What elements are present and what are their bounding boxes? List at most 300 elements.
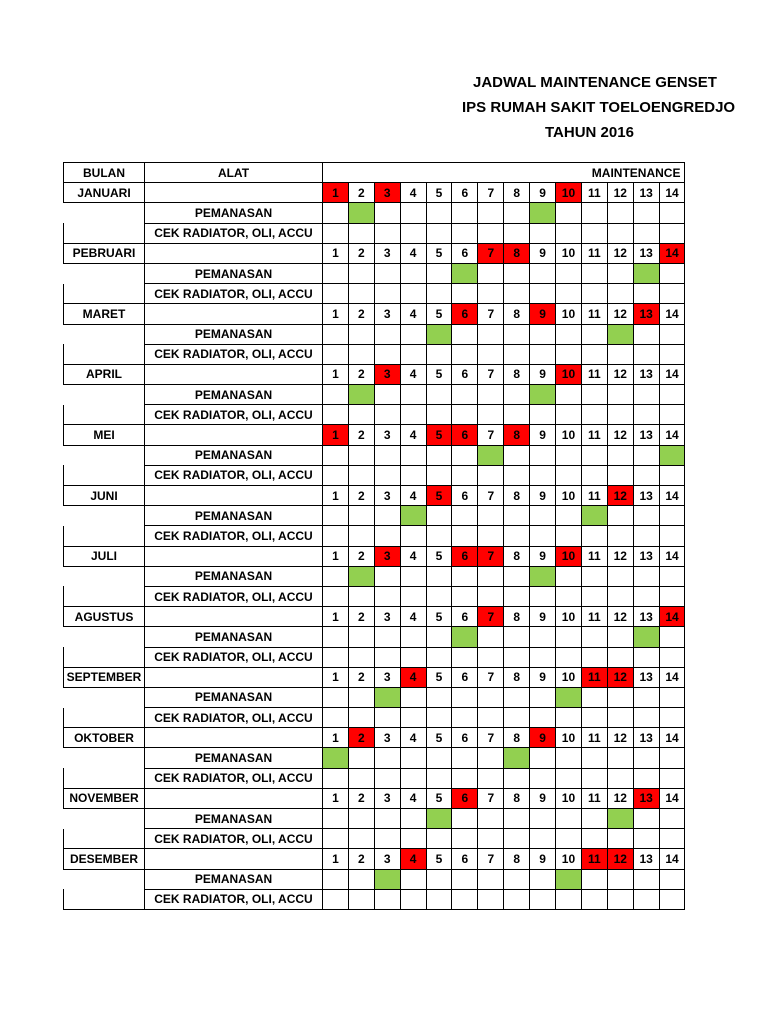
day-cell[interactable]: 12 bbox=[607, 788, 633, 808]
schedule-cell[interactable] bbox=[400, 647, 426, 667]
schedule-cell[interactable] bbox=[374, 809, 400, 829]
day-cell[interactable]: 10 bbox=[556, 546, 582, 566]
schedule-cell[interactable] bbox=[504, 465, 530, 485]
schedule-cell[interactable] bbox=[504, 768, 530, 788]
day-cell[interactable]: 7 bbox=[478, 304, 504, 324]
schedule-cell[interactable] bbox=[633, 526, 659, 546]
day-cell[interactable]: 4 bbox=[400, 425, 426, 445]
day-cell[interactable]: 14 bbox=[659, 364, 685, 384]
schedule-cell[interactable] bbox=[504, 223, 530, 243]
schedule-cell[interactable] bbox=[633, 869, 659, 889]
schedule-cell[interactable] bbox=[659, 708, 685, 728]
schedule-cell[interactable] bbox=[607, 263, 633, 283]
day-cell[interactable]: 3 bbox=[374, 425, 400, 445]
schedule-cell[interactable] bbox=[374, 687, 400, 707]
schedule-cell[interactable] bbox=[581, 385, 607, 405]
schedule-cell[interactable] bbox=[374, 586, 400, 606]
schedule-cell[interactable] bbox=[374, 385, 400, 405]
schedule-cell[interactable] bbox=[556, 889, 582, 909]
schedule-cell[interactable] bbox=[581, 748, 607, 768]
schedule-cell[interactable] bbox=[348, 829, 374, 849]
day-cell[interactable]: 12 bbox=[607, 728, 633, 748]
schedule-cell[interactable] bbox=[556, 263, 582, 283]
schedule-cell[interactable] bbox=[452, 465, 478, 485]
schedule-cell[interactable] bbox=[504, 263, 530, 283]
day-cell[interactable]: 10 bbox=[556, 607, 582, 627]
day-cell[interactable]: 11 bbox=[581, 667, 607, 687]
schedule-cell[interactable] bbox=[374, 627, 400, 647]
day-cell[interactable]: 11 bbox=[581, 728, 607, 748]
day-cell[interactable]: 4 bbox=[400, 607, 426, 627]
schedule-cell[interactable] bbox=[323, 586, 349, 606]
schedule-cell[interactable] bbox=[452, 566, 478, 586]
day-cell[interactable]: 5 bbox=[426, 788, 452, 808]
day-cell[interactable]: 12 bbox=[607, 304, 633, 324]
schedule-cell[interactable] bbox=[400, 829, 426, 849]
day-cell[interactable]: 13 bbox=[633, 243, 659, 263]
schedule-cell[interactable] bbox=[400, 586, 426, 606]
schedule-cell[interactable] bbox=[659, 465, 685, 485]
schedule-cell[interactable] bbox=[581, 708, 607, 728]
schedule-cell[interactable] bbox=[504, 566, 530, 586]
day-cell[interactable]: 1 bbox=[323, 425, 349, 445]
day-cell[interactable]: 6 bbox=[452, 364, 478, 384]
schedule-cell[interactable] bbox=[633, 829, 659, 849]
day-cell[interactable]: 5 bbox=[426, 243, 452, 263]
schedule-cell[interactable] bbox=[323, 284, 349, 304]
schedule-cell[interactable] bbox=[633, 586, 659, 606]
schedule-cell[interactable] bbox=[323, 708, 349, 728]
day-cell[interactable]: 14 bbox=[659, 183, 685, 203]
day-cell[interactable]: 10 bbox=[556, 728, 582, 748]
day-cell[interactable]: 2 bbox=[348, 849, 374, 869]
schedule-cell[interactable] bbox=[581, 284, 607, 304]
schedule-cell[interactable] bbox=[400, 526, 426, 546]
day-cell[interactable]: 12 bbox=[607, 183, 633, 203]
day-cell[interactable]: 8 bbox=[504, 728, 530, 748]
schedule-cell[interactable] bbox=[400, 465, 426, 485]
schedule-cell[interactable] bbox=[452, 324, 478, 344]
day-cell[interactable]: 14 bbox=[659, 667, 685, 687]
schedule-cell[interactable] bbox=[400, 203, 426, 223]
day-cell[interactable]: 5 bbox=[426, 607, 452, 627]
schedule-cell[interactable] bbox=[504, 829, 530, 849]
schedule-cell[interactable] bbox=[348, 809, 374, 829]
schedule-cell[interactable] bbox=[452, 687, 478, 707]
schedule-cell[interactable] bbox=[478, 223, 504, 243]
schedule-cell[interactable] bbox=[633, 385, 659, 405]
day-cell[interactable]: 3 bbox=[374, 728, 400, 748]
day-cell[interactable]: 5 bbox=[426, 364, 452, 384]
schedule-cell[interactable] bbox=[426, 445, 452, 465]
schedule-cell[interactable] bbox=[556, 829, 582, 849]
day-cell[interactable]: 8 bbox=[504, 788, 530, 808]
schedule-cell[interactable] bbox=[348, 263, 374, 283]
schedule-cell[interactable] bbox=[530, 829, 556, 849]
schedule-cell[interactable] bbox=[556, 526, 582, 546]
day-cell[interactable]: 10 bbox=[556, 486, 582, 506]
schedule-cell[interactable] bbox=[530, 768, 556, 788]
schedule-cell[interactable] bbox=[426, 223, 452, 243]
schedule-cell[interactable] bbox=[374, 405, 400, 425]
schedule-cell[interactable] bbox=[452, 889, 478, 909]
schedule-cell[interactable] bbox=[581, 809, 607, 829]
schedule-cell[interactable] bbox=[400, 768, 426, 788]
schedule-cell[interactable] bbox=[504, 869, 530, 889]
schedule-cell[interactable] bbox=[607, 687, 633, 707]
schedule-cell[interactable] bbox=[659, 566, 685, 586]
day-cell[interactable]: 10 bbox=[556, 364, 582, 384]
schedule-cell[interactable] bbox=[452, 203, 478, 223]
day-cell[interactable]: 6 bbox=[452, 486, 478, 506]
schedule-cell[interactable] bbox=[478, 829, 504, 849]
schedule-cell[interactable] bbox=[400, 627, 426, 647]
day-cell[interactable]: 6 bbox=[452, 183, 478, 203]
day-cell[interactable]: 6 bbox=[452, 607, 478, 627]
schedule-cell[interactable] bbox=[426, 829, 452, 849]
schedule-cell[interactable] bbox=[348, 708, 374, 728]
day-cell[interactable]: 7 bbox=[478, 425, 504, 445]
day-cell[interactable]: 13 bbox=[633, 788, 659, 808]
schedule-cell[interactable] bbox=[504, 385, 530, 405]
schedule-cell[interactable] bbox=[323, 405, 349, 425]
day-cell[interactable]: 9 bbox=[530, 849, 556, 869]
day-cell[interactable]: 14 bbox=[659, 304, 685, 324]
schedule-cell[interactable] bbox=[607, 627, 633, 647]
schedule-cell[interactable] bbox=[633, 324, 659, 344]
day-cell[interactable]: 10 bbox=[556, 849, 582, 869]
schedule-cell[interactable] bbox=[530, 385, 556, 405]
day-cell[interactable]: 13 bbox=[633, 425, 659, 445]
schedule-cell[interactable] bbox=[323, 263, 349, 283]
schedule-cell[interactable] bbox=[633, 647, 659, 667]
day-cell[interactable]: 8 bbox=[504, 304, 530, 324]
schedule-cell[interactable] bbox=[323, 223, 349, 243]
day-cell[interactable]: 1 bbox=[323, 788, 349, 808]
day-cell[interactable]: 6 bbox=[452, 728, 478, 748]
schedule-cell[interactable] bbox=[581, 445, 607, 465]
schedule-cell[interactable] bbox=[504, 708, 530, 728]
schedule-cell[interactable] bbox=[581, 344, 607, 364]
day-cell[interactable]: 14 bbox=[659, 486, 685, 506]
day-cell[interactable]: 10 bbox=[556, 425, 582, 445]
schedule-cell[interactable] bbox=[659, 506, 685, 526]
schedule-cell[interactable] bbox=[504, 647, 530, 667]
schedule-cell[interactable] bbox=[556, 203, 582, 223]
schedule-cell[interactable] bbox=[478, 889, 504, 909]
schedule-cell[interactable] bbox=[556, 647, 582, 667]
day-cell[interactable]: 10 bbox=[556, 183, 582, 203]
schedule-cell[interactable] bbox=[374, 344, 400, 364]
schedule-cell[interactable] bbox=[504, 506, 530, 526]
day-cell[interactable]: 6 bbox=[452, 667, 478, 687]
day-cell[interactable]: 9 bbox=[530, 425, 556, 445]
day-cell[interactable]: 5 bbox=[426, 728, 452, 748]
schedule-cell[interactable] bbox=[400, 324, 426, 344]
schedule-cell[interactable] bbox=[400, 869, 426, 889]
day-cell[interactable]: 8 bbox=[504, 849, 530, 869]
schedule-cell[interactable] bbox=[659, 263, 685, 283]
schedule-cell[interactable] bbox=[530, 748, 556, 768]
schedule-cell[interactable] bbox=[426, 203, 452, 223]
schedule-cell[interactable] bbox=[452, 284, 478, 304]
schedule-cell[interactable] bbox=[556, 284, 582, 304]
schedule-cell[interactable] bbox=[426, 263, 452, 283]
schedule-cell[interactable] bbox=[659, 445, 685, 465]
schedule-cell[interactable] bbox=[659, 889, 685, 909]
schedule-cell[interactable] bbox=[452, 385, 478, 405]
day-cell[interactable]: 7 bbox=[478, 183, 504, 203]
schedule-cell[interactable] bbox=[426, 465, 452, 485]
day-cell[interactable]: 5 bbox=[426, 546, 452, 566]
schedule-cell[interactable] bbox=[607, 344, 633, 364]
schedule-cell[interactable] bbox=[581, 869, 607, 889]
day-cell[interactable]: 2 bbox=[348, 546, 374, 566]
schedule-cell[interactable] bbox=[530, 223, 556, 243]
day-cell[interactable]: 14 bbox=[659, 607, 685, 627]
day-cell[interactable]: 4 bbox=[400, 728, 426, 748]
day-cell[interactable]: 13 bbox=[633, 667, 659, 687]
day-cell[interactable]: 13 bbox=[633, 183, 659, 203]
day-cell[interactable]: 11 bbox=[581, 304, 607, 324]
schedule-cell[interactable] bbox=[478, 344, 504, 364]
schedule-cell[interactable] bbox=[504, 627, 530, 647]
schedule-cell[interactable] bbox=[659, 405, 685, 425]
schedule-cell[interactable] bbox=[478, 809, 504, 829]
day-cell[interactable]: 4 bbox=[400, 183, 426, 203]
day-cell[interactable]: 6 bbox=[452, 546, 478, 566]
day-cell[interactable]: 8 bbox=[504, 486, 530, 506]
schedule-cell[interactable] bbox=[323, 566, 349, 586]
day-cell[interactable]: 11 bbox=[581, 486, 607, 506]
schedule-cell[interactable] bbox=[659, 869, 685, 889]
schedule-cell[interactable] bbox=[556, 708, 582, 728]
schedule-cell[interactable] bbox=[348, 385, 374, 405]
schedule-cell[interactable] bbox=[633, 223, 659, 243]
schedule-cell[interactable] bbox=[556, 566, 582, 586]
day-cell[interactable]: 4 bbox=[400, 849, 426, 869]
day-cell[interactable]: 8 bbox=[504, 364, 530, 384]
day-cell[interactable]: 1 bbox=[323, 728, 349, 748]
schedule-cell[interactable] bbox=[323, 344, 349, 364]
schedule-cell[interactable] bbox=[581, 768, 607, 788]
schedule-cell[interactable] bbox=[581, 223, 607, 243]
day-cell[interactable]: 7 bbox=[478, 486, 504, 506]
day-cell[interactable]: 2 bbox=[348, 788, 374, 808]
schedule-cell[interactable] bbox=[374, 566, 400, 586]
schedule-cell[interactable] bbox=[607, 809, 633, 829]
schedule-cell[interactable] bbox=[633, 263, 659, 283]
schedule-cell[interactable] bbox=[348, 465, 374, 485]
schedule-cell[interactable] bbox=[348, 869, 374, 889]
schedule-cell[interactable] bbox=[556, 385, 582, 405]
day-cell[interactable]: 11 bbox=[581, 243, 607, 263]
schedule-cell[interactable] bbox=[607, 405, 633, 425]
schedule-cell[interactable] bbox=[504, 809, 530, 829]
schedule-cell[interactable] bbox=[323, 687, 349, 707]
schedule-cell[interactable] bbox=[530, 263, 556, 283]
schedule-cell[interactable] bbox=[374, 869, 400, 889]
schedule-cell[interactable] bbox=[607, 869, 633, 889]
schedule-cell[interactable] bbox=[426, 889, 452, 909]
schedule-cell[interactable] bbox=[530, 526, 556, 546]
schedule-cell[interactable] bbox=[348, 445, 374, 465]
schedule-cell[interactable] bbox=[659, 385, 685, 405]
schedule-cell[interactable] bbox=[556, 586, 582, 606]
day-cell[interactable]: 14 bbox=[659, 728, 685, 748]
schedule-cell[interactable] bbox=[556, 748, 582, 768]
schedule-cell[interactable] bbox=[323, 506, 349, 526]
day-cell[interactable]: 13 bbox=[633, 304, 659, 324]
schedule-cell[interactable] bbox=[659, 284, 685, 304]
day-cell[interactable]: 14 bbox=[659, 425, 685, 445]
schedule-cell[interactable] bbox=[581, 889, 607, 909]
day-cell[interactable]: 2 bbox=[348, 667, 374, 687]
schedule-cell[interactable] bbox=[478, 687, 504, 707]
schedule-cell[interactable] bbox=[348, 768, 374, 788]
schedule-cell[interactable] bbox=[556, 687, 582, 707]
schedule-cell[interactable] bbox=[452, 344, 478, 364]
day-cell[interactable]: 8 bbox=[504, 546, 530, 566]
schedule-cell[interactable] bbox=[607, 586, 633, 606]
schedule-cell[interactable] bbox=[323, 829, 349, 849]
schedule-cell[interactable] bbox=[426, 708, 452, 728]
day-cell[interactable]: 10 bbox=[556, 243, 582, 263]
schedule-cell[interactable] bbox=[374, 708, 400, 728]
schedule-cell[interactable] bbox=[400, 284, 426, 304]
schedule-cell[interactable] bbox=[426, 748, 452, 768]
schedule-cell[interactable] bbox=[426, 586, 452, 606]
schedule-cell[interactable] bbox=[478, 869, 504, 889]
day-cell[interactable]: 12 bbox=[607, 546, 633, 566]
day-cell[interactable]: 13 bbox=[633, 728, 659, 748]
day-cell[interactable]: 14 bbox=[659, 243, 685, 263]
schedule-cell[interactable] bbox=[607, 203, 633, 223]
schedule-cell[interactable] bbox=[348, 687, 374, 707]
day-cell[interactable]: 8 bbox=[504, 667, 530, 687]
schedule-cell[interactable] bbox=[374, 829, 400, 849]
schedule-cell[interactable] bbox=[478, 385, 504, 405]
schedule-cell[interactable] bbox=[426, 566, 452, 586]
schedule-cell[interactable] bbox=[530, 566, 556, 586]
schedule-cell[interactable] bbox=[452, 627, 478, 647]
schedule-cell[interactable] bbox=[633, 748, 659, 768]
day-cell[interactable]: 12 bbox=[607, 667, 633, 687]
day-cell[interactable]: 1 bbox=[323, 546, 349, 566]
schedule-cell[interactable] bbox=[348, 748, 374, 768]
day-cell[interactable]: 4 bbox=[400, 546, 426, 566]
day-cell[interactable]: 14 bbox=[659, 546, 685, 566]
schedule-cell[interactable] bbox=[633, 687, 659, 707]
schedule-cell[interactable] bbox=[323, 526, 349, 546]
day-cell[interactable]: 3 bbox=[374, 607, 400, 627]
schedule-cell[interactable] bbox=[504, 203, 530, 223]
schedule-cell[interactable] bbox=[452, 829, 478, 849]
schedule-cell[interactable] bbox=[607, 768, 633, 788]
day-cell[interactable]: 11 bbox=[581, 607, 607, 627]
schedule-cell[interactable] bbox=[659, 627, 685, 647]
schedule-cell[interactable] bbox=[426, 647, 452, 667]
day-cell[interactable]: 2 bbox=[348, 243, 374, 263]
schedule-cell[interactable] bbox=[581, 687, 607, 707]
schedule-cell[interactable] bbox=[452, 708, 478, 728]
schedule-cell[interactable] bbox=[659, 748, 685, 768]
day-cell[interactable]: 3 bbox=[374, 243, 400, 263]
day-cell[interactable]: 5 bbox=[426, 849, 452, 869]
schedule-cell[interactable] bbox=[581, 203, 607, 223]
schedule-cell[interactable] bbox=[581, 647, 607, 667]
day-cell[interactable]: 3 bbox=[374, 667, 400, 687]
day-cell[interactable]: 14 bbox=[659, 849, 685, 869]
schedule-cell[interactable] bbox=[504, 344, 530, 364]
schedule-cell[interactable] bbox=[348, 586, 374, 606]
schedule-cell[interactable] bbox=[348, 627, 374, 647]
schedule-cell[interactable] bbox=[348, 889, 374, 909]
day-cell[interactable]: 9 bbox=[530, 546, 556, 566]
day-cell[interactable]: 13 bbox=[633, 364, 659, 384]
schedule-cell[interactable] bbox=[348, 647, 374, 667]
day-cell[interactable]: 12 bbox=[607, 607, 633, 627]
day-cell[interactable]: 8 bbox=[504, 183, 530, 203]
day-cell[interactable]: 3 bbox=[374, 304, 400, 324]
schedule-cell[interactable] bbox=[556, 405, 582, 425]
schedule-cell[interactable] bbox=[323, 324, 349, 344]
day-cell[interactable]: 12 bbox=[607, 425, 633, 445]
schedule-cell[interactable] bbox=[478, 586, 504, 606]
day-cell[interactable]: 13 bbox=[633, 607, 659, 627]
day-cell[interactable]: 2 bbox=[348, 728, 374, 748]
schedule-cell[interactable] bbox=[556, 324, 582, 344]
day-cell[interactable]: 6 bbox=[452, 304, 478, 324]
day-cell[interactable]: 12 bbox=[607, 243, 633, 263]
schedule-cell[interactable] bbox=[633, 506, 659, 526]
schedule-cell[interactable] bbox=[504, 526, 530, 546]
day-cell[interactable]: 1 bbox=[323, 183, 349, 203]
schedule-cell[interactable] bbox=[504, 687, 530, 707]
day-cell[interactable]: 7 bbox=[478, 788, 504, 808]
day-cell[interactable]: 3 bbox=[374, 183, 400, 203]
schedule-cell[interactable] bbox=[530, 627, 556, 647]
schedule-cell[interactable] bbox=[374, 647, 400, 667]
schedule-cell[interactable] bbox=[452, 768, 478, 788]
schedule-cell[interactable] bbox=[607, 284, 633, 304]
schedule-cell[interactable] bbox=[323, 627, 349, 647]
schedule-cell[interactable] bbox=[348, 223, 374, 243]
schedule-cell[interactable] bbox=[374, 748, 400, 768]
day-cell[interactable]: 2 bbox=[348, 304, 374, 324]
schedule-cell[interactable] bbox=[659, 647, 685, 667]
schedule-cell[interactable] bbox=[659, 768, 685, 788]
schedule-cell[interactable] bbox=[426, 809, 452, 829]
day-cell[interactable]: 6 bbox=[452, 243, 478, 263]
schedule-cell[interactable] bbox=[556, 627, 582, 647]
day-cell[interactable]: 7 bbox=[478, 728, 504, 748]
schedule-cell[interactable] bbox=[530, 344, 556, 364]
schedule-cell[interactable] bbox=[478, 405, 504, 425]
day-cell[interactable]: 9 bbox=[530, 364, 556, 384]
schedule-cell[interactable] bbox=[530, 647, 556, 667]
schedule-cell[interactable] bbox=[426, 869, 452, 889]
schedule-cell[interactable] bbox=[452, 869, 478, 889]
schedule-cell[interactable] bbox=[323, 768, 349, 788]
schedule-cell[interactable] bbox=[556, 223, 582, 243]
schedule-cell[interactable] bbox=[452, 748, 478, 768]
schedule-cell[interactable] bbox=[633, 708, 659, 728]
schedule-cell[interactable] bbox=[530, 284, 556, 304]
day-cell[interactable]: 10 bbox=[556, 304, 582, 324]
day-cell[interactable]: 3 bbox=[374, 364, 400, 384]
schedule-cell[interactable] bbox=[400, 809, 426, 829]
